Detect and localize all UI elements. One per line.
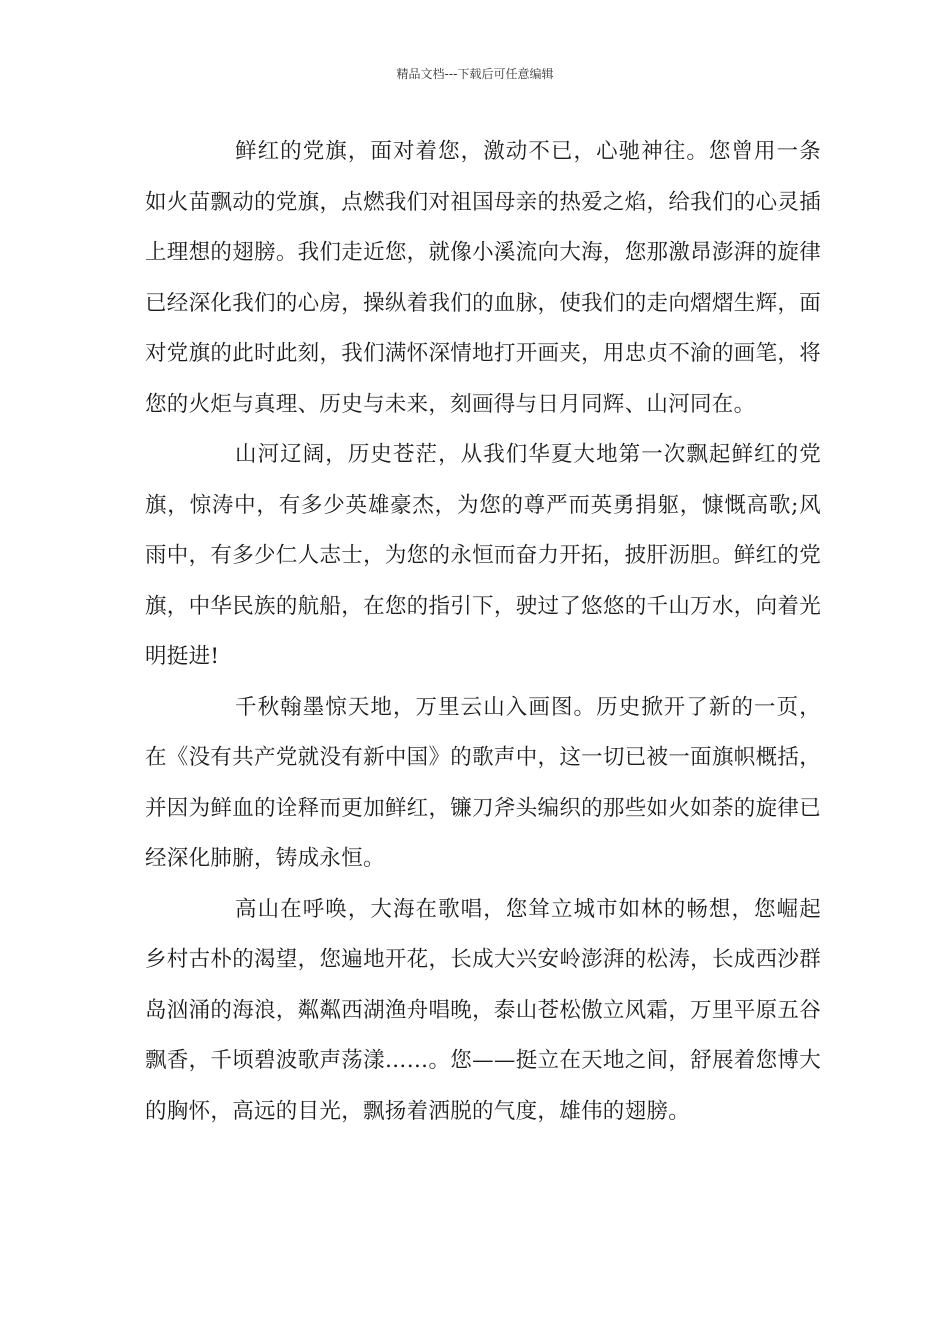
- paragraph-4: 高山在呼唤，大海在歌唱，您耸立城市如林的畅想，您崛起乡村古朴的渴望，您遍地开花，长成大兴安岭澎湃的松涛，长成西沙群岛汹涌的海浪，粼粼西湖渔舟唱晚，泰山苍松傲立风霜，万里平原五谷飘香，千顷碧波歌声荡漾……。您——挺立在天地之间，舒展着您博大的胸怀，高远的目光，飘扬着洒脱的气度，雄伟的翅膀。: [145, 896, 821, 1124]
- page-header: 精品文档---下载后可任意编辑: [396, 67, 554, 81]
- paragraph-1: 鲜红的党旗，面对着您，激动不已，心驰神往。您曾用一条如火苗飘动的党旗，点燃我们对祖国母亲的热爱之焰，给我们的心灵插上理想的翅膀。我们走近您，就像小溪流向大海，您那激昂澎湃的旋律已经深化我们的心房，操纵着我们的血脉，使我们的走向熠熠生辉，面对党旗的此时此刻，我们满怀深情地打开画夹，用忠贞不渝的画笔，将您的火炬与真理、历史与未来，刻画得与日月同辉、山河同在。: [145, 139, 821, 417]
- document-body: [145, 127, 821, 1137]
- paragraph-2: 山河辽阔，历史苍茫，从我们华夏大地第一次飘起鲜红的党旗，惊涛中，有多少英雄豪杰，为您的尊严而英勇捐躯，慷慨高歌;风雨中，有多少仁人志士，为您的永恒而奋力开拓，披肝沥胆。鲜红的党旗，中华民族的航船，在您的指引下，驶过了悠悠的千山万水，向着光明挺进!: [145, 442, 821, 669]
- paragraph-3: 千秋翰墨惊天地，万里云山入画图。历史掀开了新的一页，在《没有共产党就没有新中国》的歌声中，这一切已被一面旗帜概括，并因为鲜血的诠释而更加鲜红，镰刀斧头编织的那些如火如荼的旋律已经深化肺腑，铸成永恒。: [145, 694, 821, 871]
